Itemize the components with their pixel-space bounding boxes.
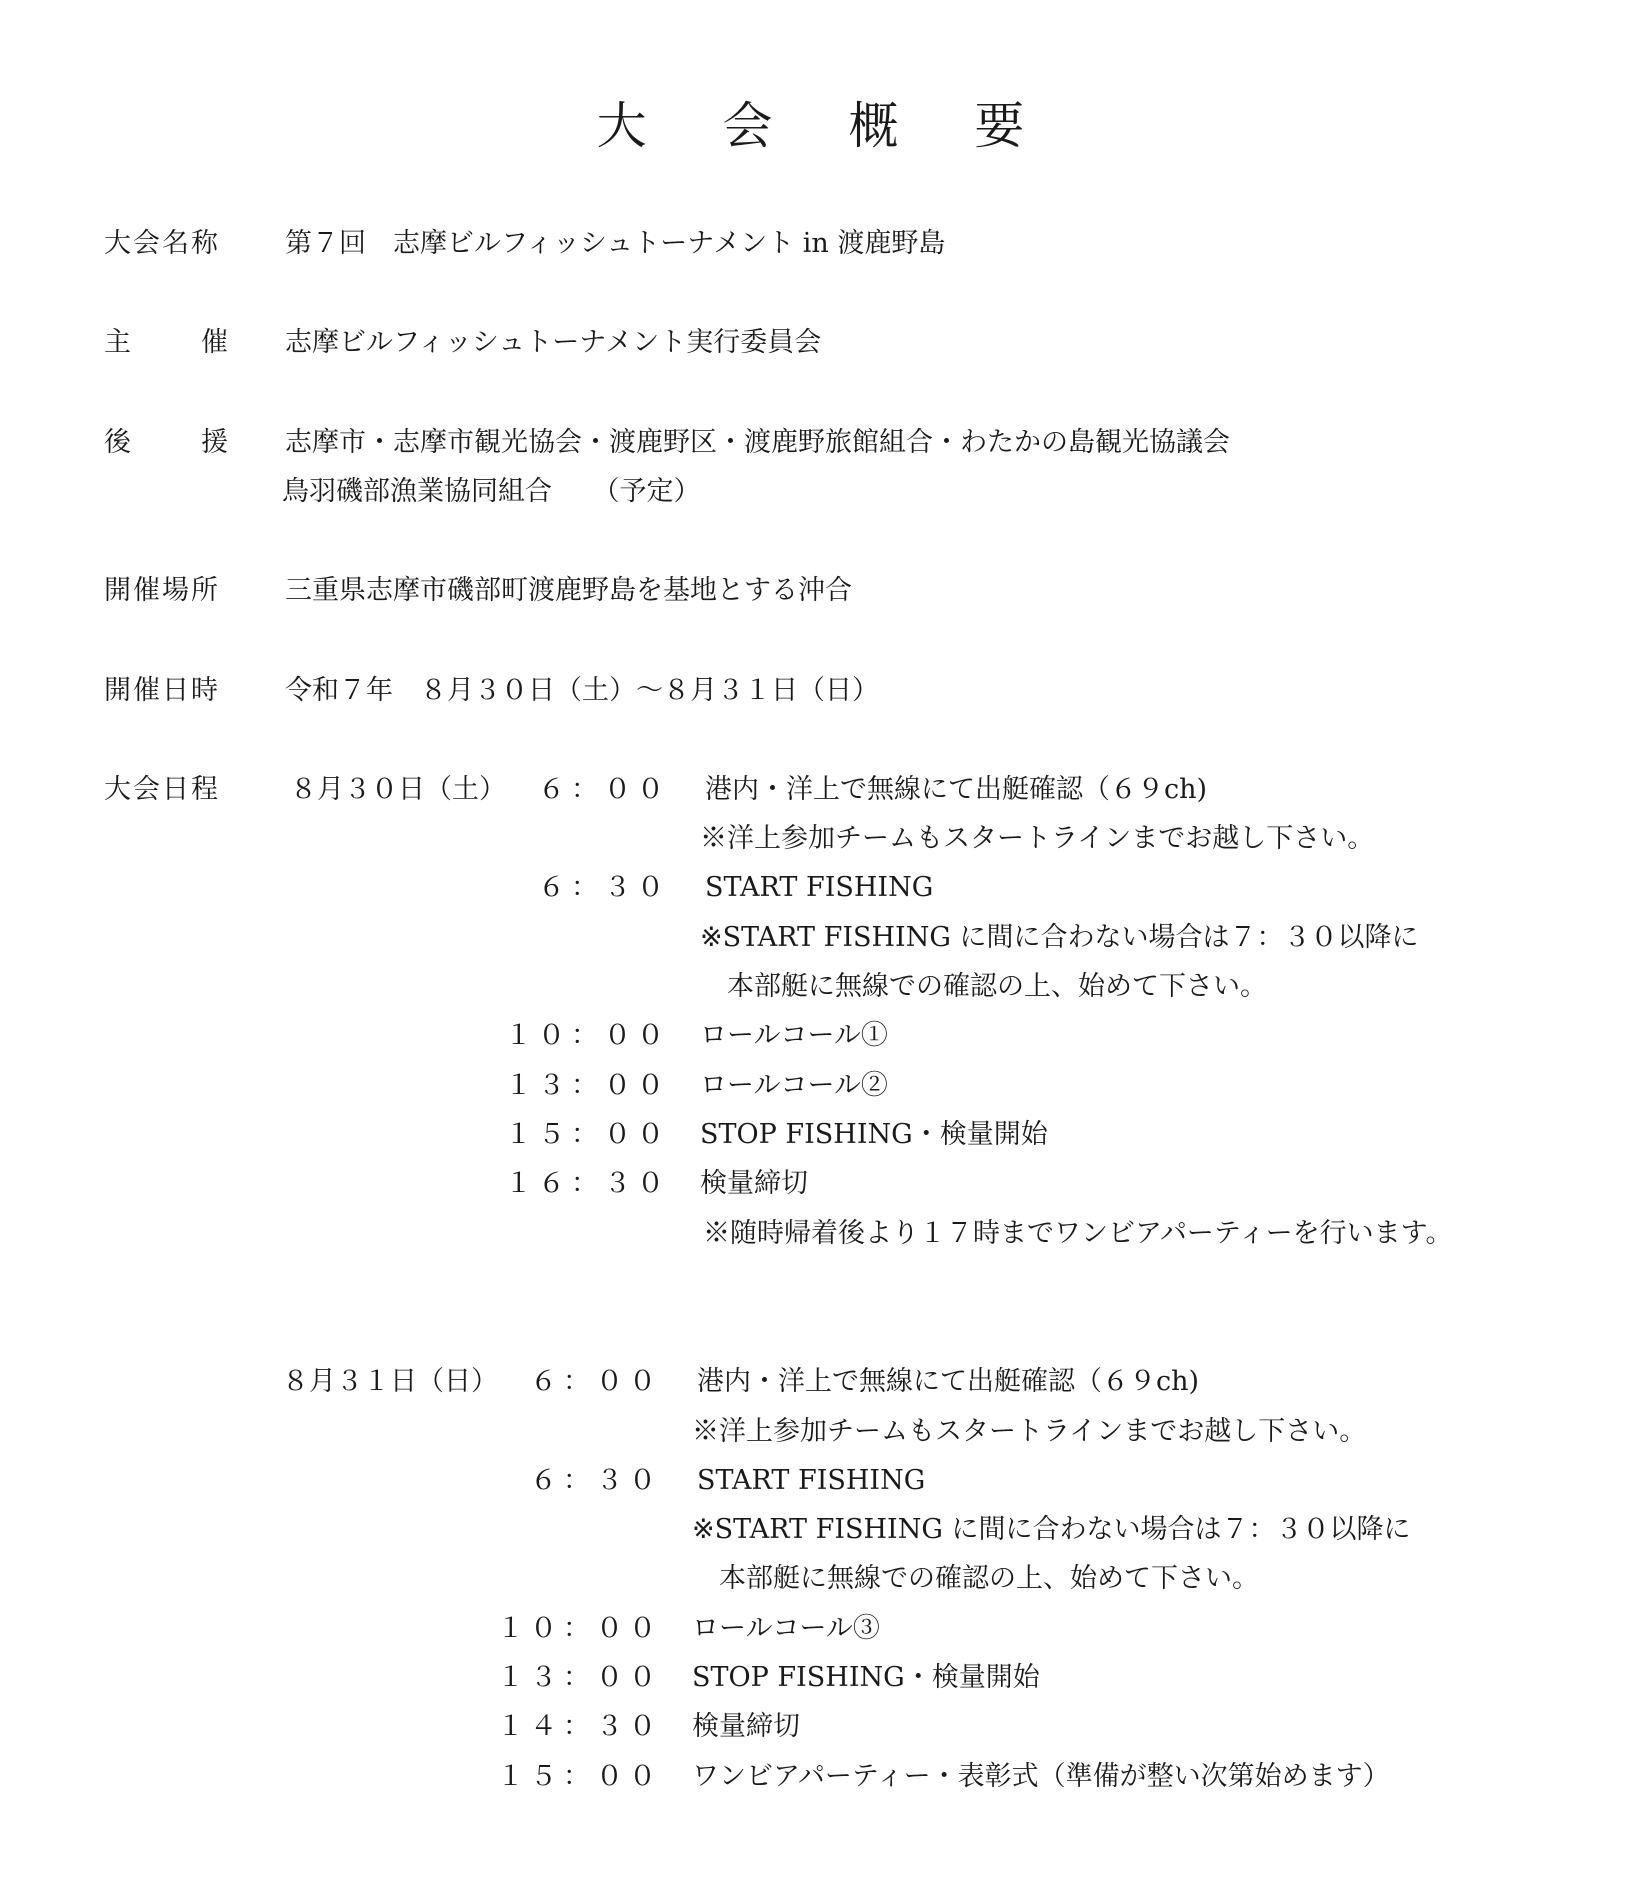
day1-time: １０：００ (505, 1020, 670, 1051)
day1-item: ※洋上参加チームもスタートラインまでお越し下さい。 (700, 823, 1375, 854)
day2-item: ※洋上参加チームもスタートラインまでお越し下さい。 (692, 1416, 1367, 1447)
day1-time: ６：３０ (538, 872, 670, 903)
day2-date: ８月３１日（日） (282, 1366, 498, 1397)
organizer-label (104, 323, 228, 363)
support-label (104, 423, 228, 463)
day2-time: １５：００ (497, 1761, 662, 1792)
support-label-a: 後 (104, 427, 131, 458)
organizer-value: 志摩ビルフィッシュトーナメント実行委員会 (285, 327, 822, 358)
day2-time: ６：００ (530, 1366, 662, 1397)
day1-item: 検量締切 (700, 1168, 808, 1199)
day2-item: ※START FISHING に間に合わない場合は７：３０以降に (692, 1514, 1411, 1545)
schedule-label: 大会日程 (104, 774, 220, 805)
day2-item: STOP FISHING・検量開始 (692, 1662, 1040, 1693)
venue-label: 開催場所 (104, 575, 220, 606)
day1-item: ロールコール① (700, 1020, 888, 1051)
day1-date: ８月３０日（土） (290, 774, 506, 805)
day2-item: 検量締切 (692, 1711, 800, 1742)
page-title: 大 会 概 要 (596, 97, 1055, 155)
organizer-label-a: 主 (104, 327, 131, 358)
day2-time: ６：３０ (530, 1465, 662, 1496)
day1-item: 本部艇に無線での確認の上、始めて下さい。 (700, 971, 1267, 1002)
day1-time: １３：００ (505, 1070, 670, 1101)
day2-item: 本部艇に無線での確認の上、始めて下さい。 (692, 1563, 1259, 1594)
day1-time: ６：００ (538, 774, 670, 805)
support-label-b: 援 (201, 427, 228, 458)
name-value: 第７回 志摩ビルフィッシュトーナメント in 渡鹿野島 (285, 228, 946, 259)
day1-time: １５：００ (505, 1119, 670, 1150)
day2-item: ロールコール③ (692, 1613, 880, 1644)
day2-item: START FISHING (697, 1465, 926, 1496)
day1-item: STOP FISHING・検量開始 (700, 1119, 1048, 1150)
day1-item: ロールコール② (700, 1070, 888, 1101)
day2-item: 港内・洋上で無線にて出艇確認（６９ch) (697, 1366, 1200, 1397)
day1-item: ※随時帰着後より１７時までワンビアパーティーを行います。 (703, 1218, 1453, 1249)
day2-time: １３：００ (497, 1662, 662, 1693)
day1-item: 港内・洋上で無線にて出艇確認（６９ch) (705, 774, 1208, 805)
venue-value: 三重県志摩市磯部町渡鹿野島を基地とする沖合 (285, 575, 852, 606)
dates-label: 開催日時 (104, 675, 220, 706)
dates-value: 令和７年 ８月３０日（土）～８月３１日（日） (285, 675, 879, 706)
day1-item: ※START FISHING に間に合わない場合は７：３０以降に (700, 922, 1419, 953)
support-line-2: 鳥羽磯部漁業協同組合 （予定） (282, 476, 701, 507)
support-line-1: 志摩市・志摩市観光協会・渡鹿野区・渡鹿野旅館組合・わたかの島観光協議会 (285, 427, 1230, 458)
day1-time: １６：３０ (505, 1168, 670, 1199)
organizer-label-b: 催 (201, 327, 228, 358)
name-label: 大会名称 (104, 228, 220, 259)
day2-time: １４：３０ (497, 1711, 662, 1742)
day2-time: １０：００ (497, 1613, 662, 1644)
day1-item: START FISHING (705, 872, 934, 903)
day2-item: ワンビアパーティー・表彰式（準備が整い次第始めます） (692, 1761, 1390, 1792)
